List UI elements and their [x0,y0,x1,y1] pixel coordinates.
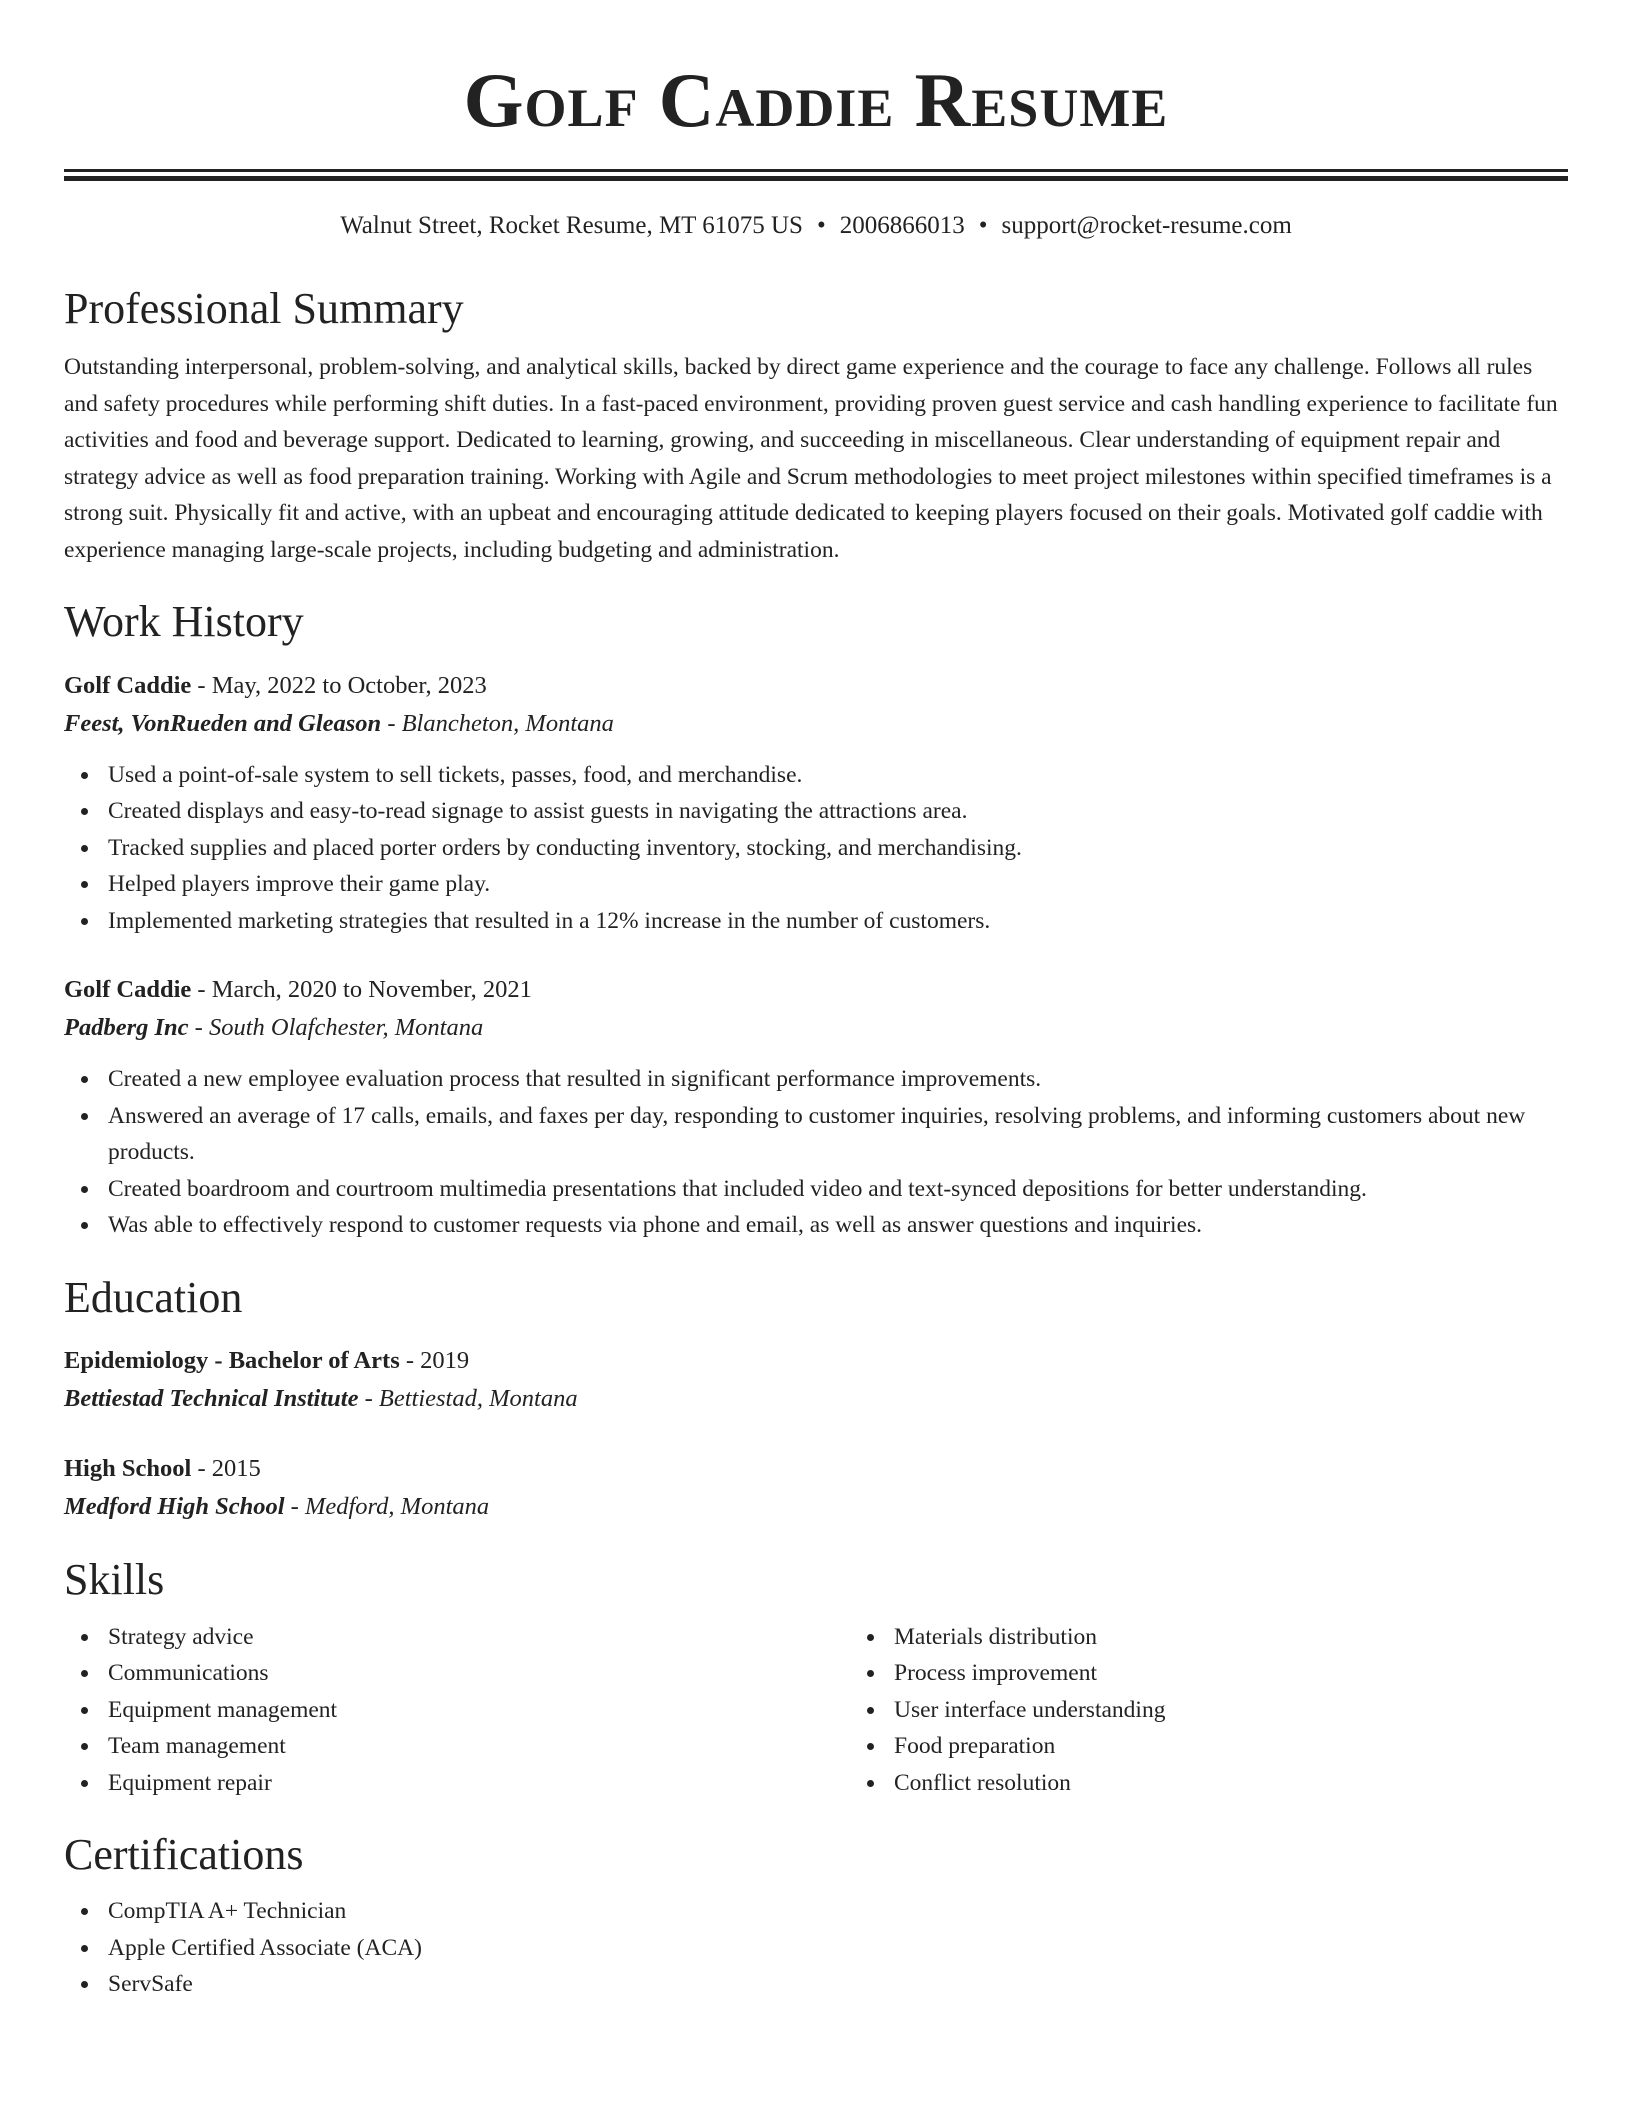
skills-columns [64,1619,1568,1802]
work-history-heading: Work History [64,597,304,647]
resume-title: Golf Caddie Resume [463,57,1169,143]
graduation-year: - 2019 [399,1347,470,1375]
job-company-line [64,705,1568,743]
school-location: - Medford, Montana [284,1493,490,1521]
skill-item: Process improvement [894,1655,1165,1692]
degree-line [64,1450,1568,1488]
job-bullets [64,1061,1568,1244]
education-entry [64,1342,1568,1418]
title-divider [64,169,1568,181]
certifications-list [64,1893,1568,2003]
skill-item: Team management [108,1728,850,1765]
school-name: Bettiestad Technical Institute [64,1385,359,1413]
contact-separator: • [978,212,988,239]
degree: High School [64,1455,192,1483]
skill-item: User interface understanding [894,1692,1165,1729]
job-company: Feest, VonRueden and Gleason [64,709,382,737]
school-location: - Bettiestad, Montana [358,1385,578,1413]
skills-list-right [850,1619,1165,1802]
list-item: Answered an average of 17 calls, emails, and faxes per day, responding to customer inquiries, resolving problems, and informing customers about new products. [108,1098,1568,1171]
list-item: Helped players improve their game play. [108,866,1568,903]
degree: Epidemiology - Bachelor of Arts [64,1347,400,1375]
certification-item: ServSafe [108,1966,1568,2003]
job-title: Golf Caddie [64,671,192,699]
job-title: Golf Caddie [64,976,192,1004]
school-line [64,1380,1568,1418]
job-title-line [64,971,1568,1009]
list-item: Implemented marketing strategies that resulted in a 12% increase in the number of customers. [108,903,1568,940]
school-line [64,1488,1568,1526]
job-dates: - March, 2020 to November, 2021 [191,976,532,1004]
education-entry [64,1450,1568,1526]
certification-item: Apple Certified Associate (ACA) [108,1930,1568,1967]
skill-item: Equipment management [108,1692,850,1729]
contact-phone: 2006866013 [839,212,965,239]
skill-item: Materials distribution [894,1619,1165,1656]
list-item: Created a new employee evaluation process that resulted in significant performance improvements. [108,1061,1568,1098]
list-item: Used a point-of-sale system to sell tickets, passes, food, and merchandise. [108,757,1568,794]
skill-item: Communications [108,1655,850,1692]
contact-address: Walnut Street, Rocket Resume, MT 61075 US [340,212,803,239]
job-location: - South Olafchester, Montana [188,1014,484,1042]
certifications-heading: Certifications [64,1830,304,1880]
certification-item: CompTIA A+ Technician [108,1893,1568,1930]
summary-heading: Professional Summary [64,284,464,333]
job-entry [64,667,1568,940]
skill-item: Conflict resolution [894,1765,1165,1802]
education-heading: Education [64,1272,243,1322]
degree-line [64,1342,1568,1380]
skill-item: Equipment repair [108,1765,850,1802]
list-item: Created boardroom and courtroom multimedia presentations that included video and text-synced depositions for better understanding. [108,1171,1568,1208]
list-item: Tracked supplies and placed porter orders by conducting inventory, stocking, and merchandising. [108,830,1568,867]
contact-email[interactable]: support@rocket-resume.com [1001,212,1292,239]
skill-item: Food preparation [894,1728,1165,1765]
contact-line [64,211,1568,241]
list-item: Created displays and easy-to-read signage to assist guests in navigating the attractions area. [108,793,1568,830]
summary-text: Outstanding interpersonal, problem-solving, and analytical skills, backed by direct game experience and the courage to face any challenge. Follows all rules and safety procedures while performing shift duties. In a fast-paced environment, providing proven guest service and cash handling experience to facilitate fun activities and food and beverage support. Dedicated to learning, growing, and succeeding in miscellaneous. Clear understanding of equipment repair and strategy advice as well as food preparation training. Working with Agile and Scrum methodologies to meet project milestones within specified timeframes is a strong suit. Physically fit and active, with an upbeat and encouraging attitude dedicated to keeping players focused on their goals. Motivated golf caddie with experience managing large-scale projects, including budgeting and administration. [64,354,1558,563]
skills-heading: Skills [64,1555,165,1605]
job-company-line [64,1009,1568,1047]
job-bullets [64,757,1568,940]
job-title-line [64,667,1568,705]
skill-item: Strategy advice [108,1619,850,1656]
school-name: Medford High School [64,1493,285,1521]
graduation-year: - 2015 [191,1455,261,1483]
contact-separator: • [816,212,826,239]
job-location: - Blancheton, Montana [381,709,614,737]
list-item: Was able to effectively respond to customer requests via phone and email, as well as answer questions and inquiries. [108,1207,1568,1244]
job-entry [64,971,1568,1244]
job-dates: - May, 2022 to October, 2023 [191,671,487,699]
job-company: Padberg Inc [64,1014,189,1042]
skills-list-left [64,1619,850,1802]
